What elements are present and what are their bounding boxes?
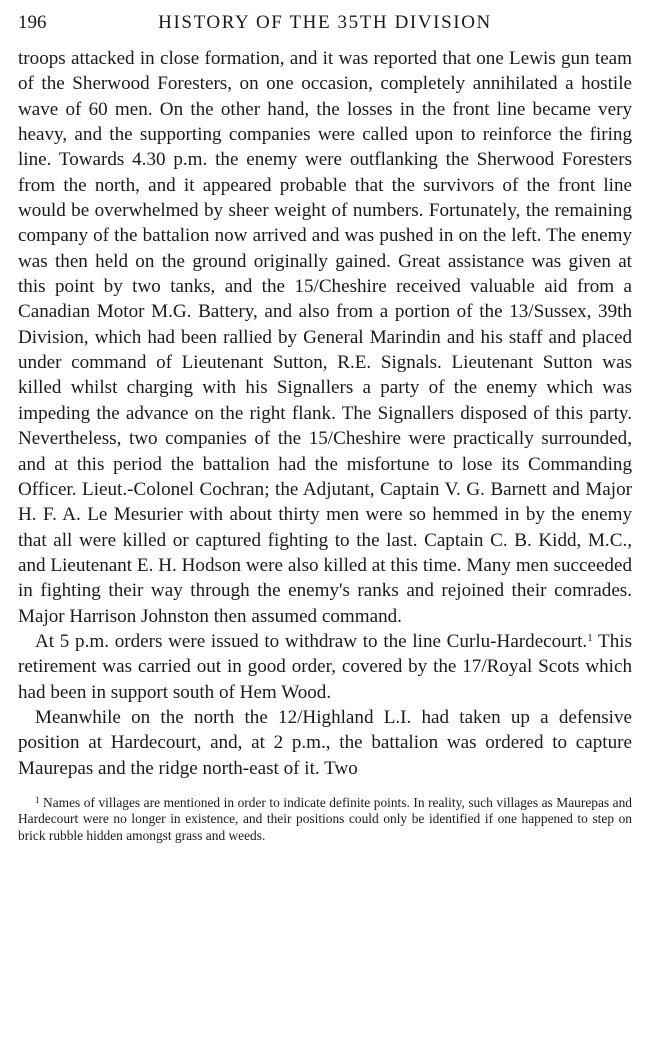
page-number: 196 [18,12,47,33]
paragraph-2 [18,629,632,705]
running-head [18,8,632,46]
paragraph-2-text-after-note: This retirement was carried out in good order, covered by the 17/Royal Scots which had been in support south of Hem Wood. [18,630,632,703]
footnote-reference: 1 [587,631,593,644]
footnote-marker: 1 [35,794,40,805]
running-title: HISTORY OF THE 35TH DIVISION [158,12,492,33]
footnote-text: Names of villages are mentioned in order to indicate definite points. In reality, such villages as Maurepas and Hardecourt were no longer in existence, and their positions could only be identified if one happened to step on brick rubble hidden amongst grass and weeds. [18,794,632,843]
book-page [18,8,632,844]
paragraph-2-text-before-note: At 5 p.m. orders were issued to withdraw to the line Curlu-Hardecourt. [35,630,588,652]
paragraph-1: troops attacked in close formation, and it was reported that one Lewis gun team of the Sherwood Foresters, on one occasion, completely annihilated a hostile wave of 60 men. On the other hand, the losses in the front line became very heavy, and the supporting companies were called upon to reinforce the firing line. Towards 4.30 p.m. the enemy were outflanking the Sherwood Foresters from the north, and it appeared probable that the survivors of the front line would be overwhelmed by sheer weight of numbers. Fortunately, the remaining company of the battalion now arrived and was pushed in on the left. The enemy was then held on the ground originally gained. Great assistance was given at this point by two tanks, and the 15/Cheshire received valuable aid from a Canadian Motor M.G. Battery, and also from a portion of the 13/Sussex, 39th Division, which had been rallied by General Marindin and his staff and placed under command of Lieutenant Sutton, R.E. Signals. Lieutenant Sutton was killed whilst charging with his Signallers a party of the enemy which was impeding the advance on the right flank. The Signallers disposed of this party. Nevertheless, two companies of the 15/Cheshire were practically surrounded, and at this period the battalion had the misfortune to lose its Commanding Officer. Lieut.-Colonel Cochran; the Adjutant, Captain V. G. Barnett and Major H. F. A. Le Mesurier with about thirty men were so hemmed in by the enemy that all were killed or captured fighting to the last. Captain C. B. Kidd, M.C., and Lieutenant E. H. Hodson were also killed at this time. Many men succeeded in fighting their way through the enemy's ranks and rejoined their comrades. Major Harrison Johnston then assumed command. [18,48,632,627]
footnote [18,795,632,844]
paragraph-3: Meanwhile on the north the 12/Highland L.I. had taken up a defensive position at Hardecourt, and, at 2 p.m., the battalion was ordered to capture Maurepas and the ridge north-east of it. Two [18,706,632,779]
body-text [18,46,632,781]
